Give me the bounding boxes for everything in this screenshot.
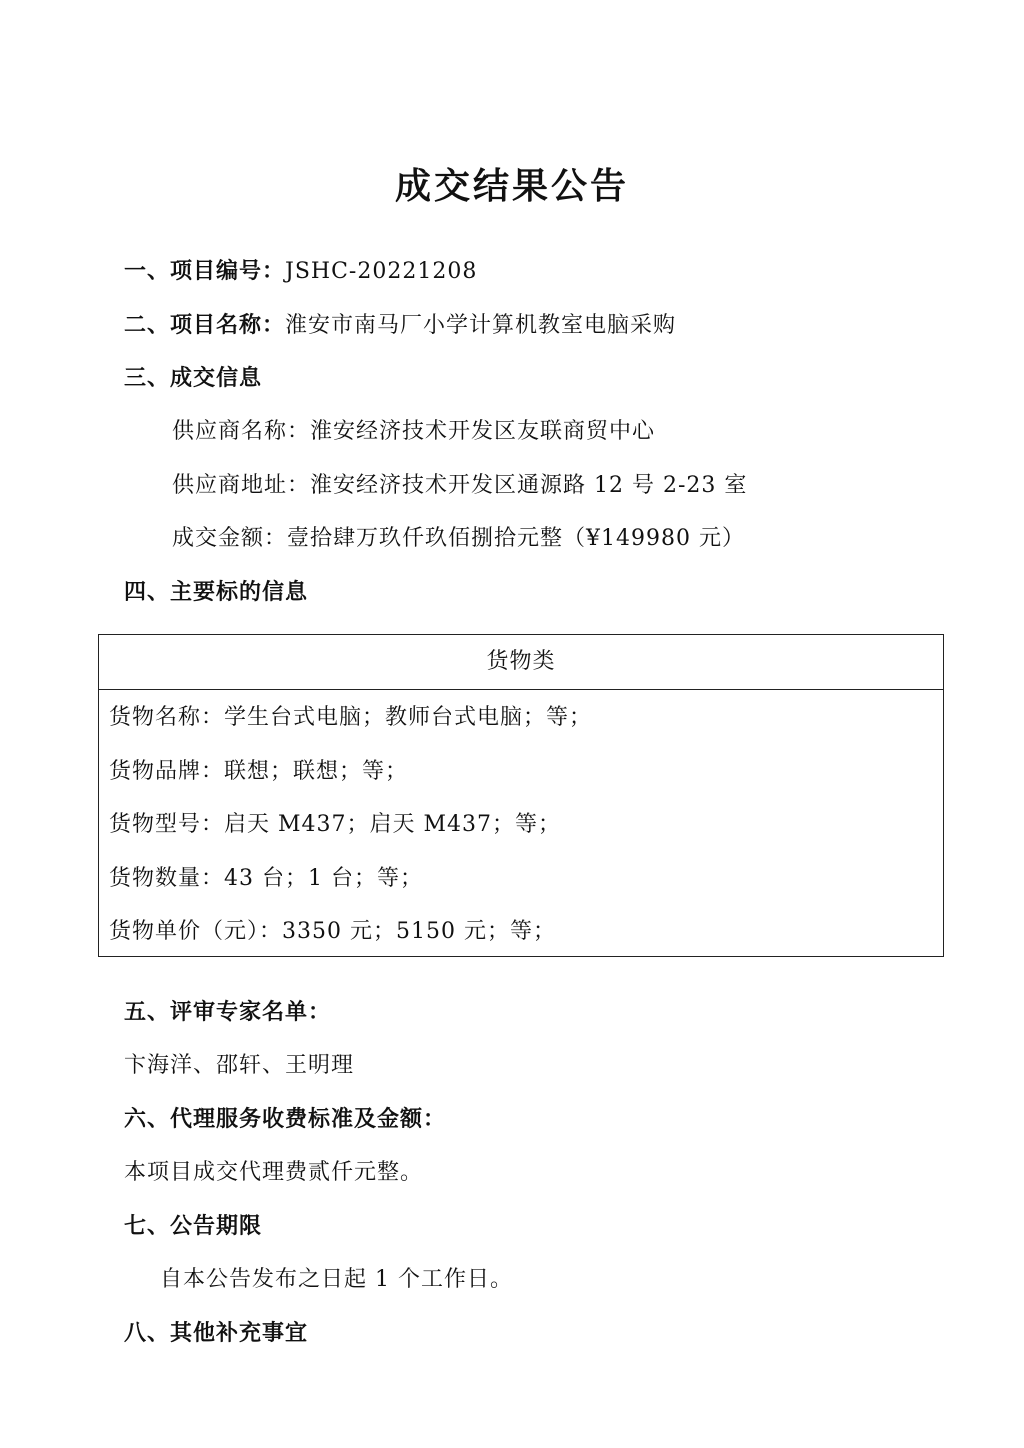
agency-fee-heading: 六、代理服务收费标准及金额：	[124, 1107, 447, 1132]
project-number-line	[124, 256, 477, 288]
notice-period-heading: 七、公告期限	[124, 1214, 263, 1239]
goods-row-unit-price: 货物单价（元）：3350 元；5150 元；等；	[109, 919, 556, 944]
project-number-value: JSHC-20221208	[285, 259, 478, 284]
experts-heading: 五、评审专家名单：	[124, 1000, 332, 1025]
deal-info-heading: 三、成交信息	[124, 366, 263, 391]
goods-row-name: 货物名称：学生台式电脑；教师台式电脑；等；	[109, 705, 593, 730]
project-number-label: 一、项目编号：	[124, 259, 286, 284]
goods-row-brand: 货物品牌：联想；联想；等；	[109, 759, 409, 784]
other-matters-heading: 八、其他补充事宜	[124, 1321, 309, 1346]
goods-row-quantity: 货物数量：43 台；1 台；等；	[109, 866, 423, 891]
main-subject-heading: 四、主要标的信息	[124, 580, 309, 605]
goods-row-model: 货物型号：启天 M437；启天 M437；等；	[109, 812, 562, 837]
experts-list: 卞海洋、邵轩、王明理	[124, 1053, 355, 1078]
page-title: 成交结果公告	[394, 166, 629, 207]
supplier-address: 供应商地址：淮安经济技术开发区通源路 12 号 2-23 室	[172, 473, 748, 498]
project-name-line	[124, 310, 676, 342]
goods-table-header: 货物类	[99, 635, 943, 690]
agency-fee-value: 本项目成交代理费贰仟元整。	[124, 1160, 424, 1185]
supplier-name: 供应商名称：淮安经济技术开发区友联商贸中心	[172, 419, 656, 444]
goods-table	[98, 634, 944, 957]
project-name-value: 淮安市南马厂小学计算机教室电脑采购	[285, 313, 677, 338]
notice-period-value: 自本公告发布之日起 1 个工作日。	[160, 1267, 513, 1292]
project-name-label: 二、项目名称：	[124, 313, 286, 338]
deal-amount: 成交金额：壹拾肆万玖仟玖佰捌拾元整（¥149980 元）	[172, 526, 745, 551]
